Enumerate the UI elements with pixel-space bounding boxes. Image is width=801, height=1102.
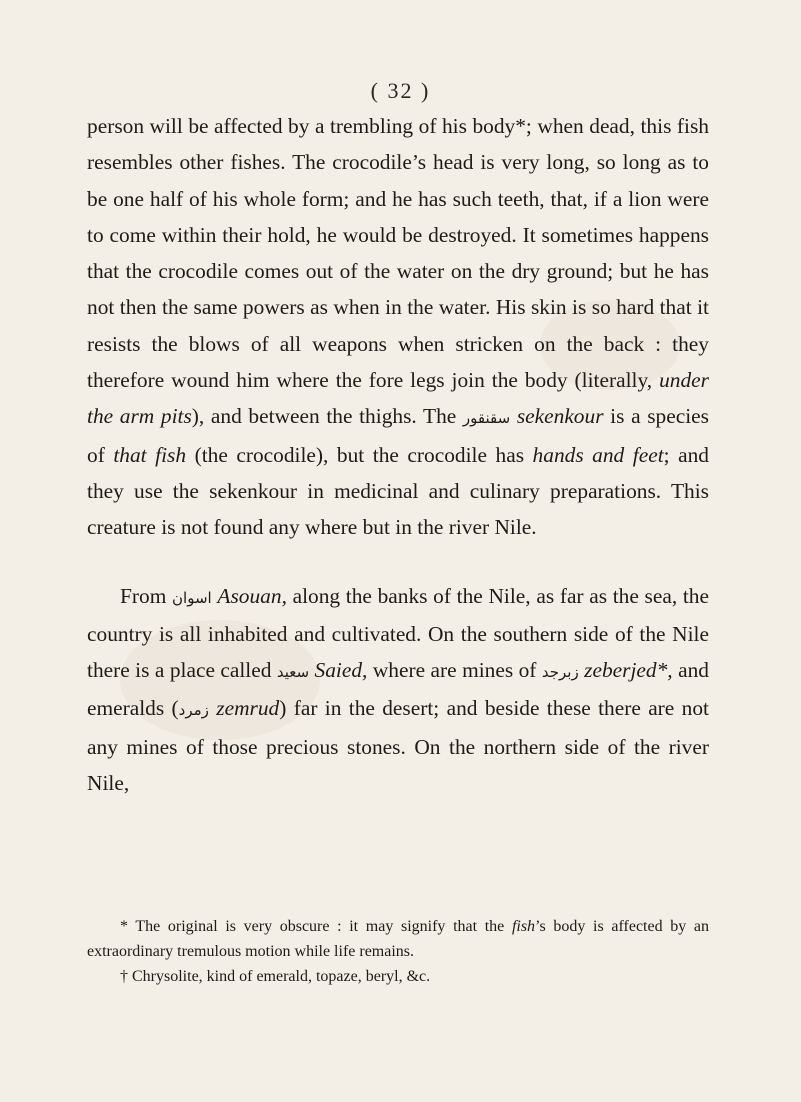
italic-phrase: sekenkour (516, 404, 604, 429)
text-run: * The original is very obscure : it may signify that the (120, 918, 512, 935)
arabic-word: زمرد (178, 701, 209, 720)
italic-phrase: that fish (113, 442, 187, 467)
text-run: (the crocodile), but the crocodile has (186, 442, 533, 467)
text-run: where are mines of (367, 658, 542, 683)
italic-phrase: zemrud (216, 696, 280, 721)
text-run: ’s body is affected by an extraordinary tremulous motion while life remains. (87, 918, 709, 960)
text-run: ; and they use the sekenkour in medicinal and culinary preparations. This creature is not found any where but in the river Nile. (87, 442, 710, 540)
footnote-2: † Chrysolite, kind of emerald, topaze, beryl, &c. (120, 968, 431, 985)
italic-phrase: Asouan, (217, 583, 287, 608)
arabic-word: سقنقور (462, 409, 511, 428)
text-run: and emeralds ( (87, 658, 709, 721)
footnotes (87, 914, 709, 989)
page-number: ( 32 ) (370, 78, 431, 103)
paragraph-asouan (87, 578, 709, 802)
arabic-word: زبرجد (541, 663, 579, 682)
arabic-word: سعيد (276, 663, 310, 682)
arabic-word: اسوان (172, 588, 212, 607)
italic-phrase: zeberjed*, (584, 658, 673, 683)
main-text (87, 108, 709, 801)
italic-phrase: under the arm pits (87, 368, 709, 429)
text-run: ) far in the desert; and beside these there are not any mines of those precious stones. On the northern side of the river Nile, (87, 696, 709, 796)
italic-phrase: Saied, (314, 658, 368, 683)
text-run: is a species of (87, 404, 709, 467)
text-run: along the banks of the Nile, as far as the sea, the country is all inhabited and cultivated. On the southern side of the Nile there is a place called (87, 583, 709, 683)
text-run: From (120, 583, 173, 608)
italic-phrase: hands and feet (532, 442, 664, 467)
text-run: ), and between the thighs. The (191, 404, 463, 429)
footnote-1 (87, 914, 709, 964)
paragraph-crocodile (87, 108, 709, 546)
text-run: person will be affected by a trembling of his body*; when dead, this fish resembles other fishes. The crocodile’s head is very long, so long as to be one half of his whole form; and he has such teeth, that, if a lion were to come within their hold, he would be destroyed. It sometimes happens that the crocodile comes out of the water on the dry ground; but he has not then the same powers as when in the water. His skin is so hard that it resists the blows of all weapons when stricken on the back : they therefore wound him where the fore legs join the body (literally, (87, 114, 709, 393)
italic-phrase: fish (511, 918, 536, 935)
